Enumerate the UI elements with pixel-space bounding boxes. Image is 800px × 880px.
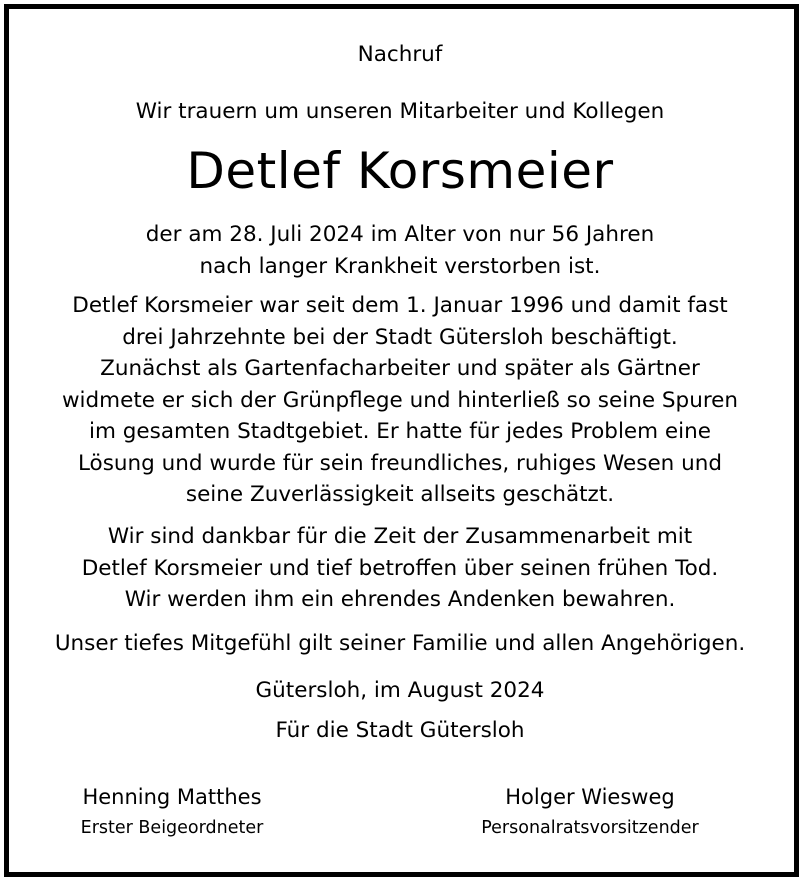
biography-line: im gesamten Stadtgebiet. Er hatte für jedes Problem eine <box>89 419 711 444</box>
signatory-right <box>460 783 720 841</box>
biography-line: widmete er sich der Grünpflege und hinterließ so seine Spuren <box>61 387 739 413</box>
signatory-left <box>42 783 302 841</box>
biography-line: Detlef Korsmeier war seit dem 1. Januar 1996 und damit fast <box>72 293 728 318</box>
intro-line: Wir trauern um unseren Mitarbeiter und Kollegen <box>135 99 665 124</box>
biography-line: Zunächst als Gartenfacharbeiter und später als Gärtner <box>100 356 700 381</box>
place-date: Gütersloh, im August 2024 <box>255 678 545 703</box>
gratitude-line: Wir werden ihm ein ehrendes Andenken bewahren. <box>124 587 676 612</box>
gratitude-line: Detlef Korsmeier und tief betroffen über seinen frühen Tod. <box>81 555 719 581</box>
condolence-line: Unser tiefes Mitgefühl gilt seiner Familie und allen Angehörigen. <box>54 631 746 656</box>
biography-line: drei Jahrzehnte bei der Stadt Gütersloh beschäftigt. <box>122 324 678 350</box>
biography-line: Lösung und wurde für sein freundliches, ruhiges Wesen und <box>77 450 723 476</box>
signatory-role: Personalratsvorsitzender <box>481 818 699 838</box>
gratitude-line: Wir sind dankbar für die Zeit der Zusammenarbeit mit <box>107 524 693 549</box>
death-line: nach langer Krankheit verstorben ist. <box>199 253 601 279</box>
death-line: der am 28. Juli 2024 im Alter von nur 56 Jahren <box>145 222 655 247</box>
signatory-name: Holger Wiesweg <box>505 785 675 809</box>
notice-heading: Nachruf <box>357 42 443 67</box>
death-paragraph <box>0 219 800 282</box>
signatory-role: Erster Beigeordneter <box>80 818 264 838</box>
biography-line: seine Zuverlässigkeit allseits geschätzt. <box>185 482 615 507</box>
biography-paragraph <box>0 290 800 511</box>
deceased-name: Detlef Korsmeier <box>186 142 614 200</box>
on-behalf-line: Für die Stadt Gütersloh <box>275 718 525 743</box>
signatory-name: Henning Matthes <box>82 785 262 809</box>
gratitude-paragraph <box>0 521 800 616</box>
